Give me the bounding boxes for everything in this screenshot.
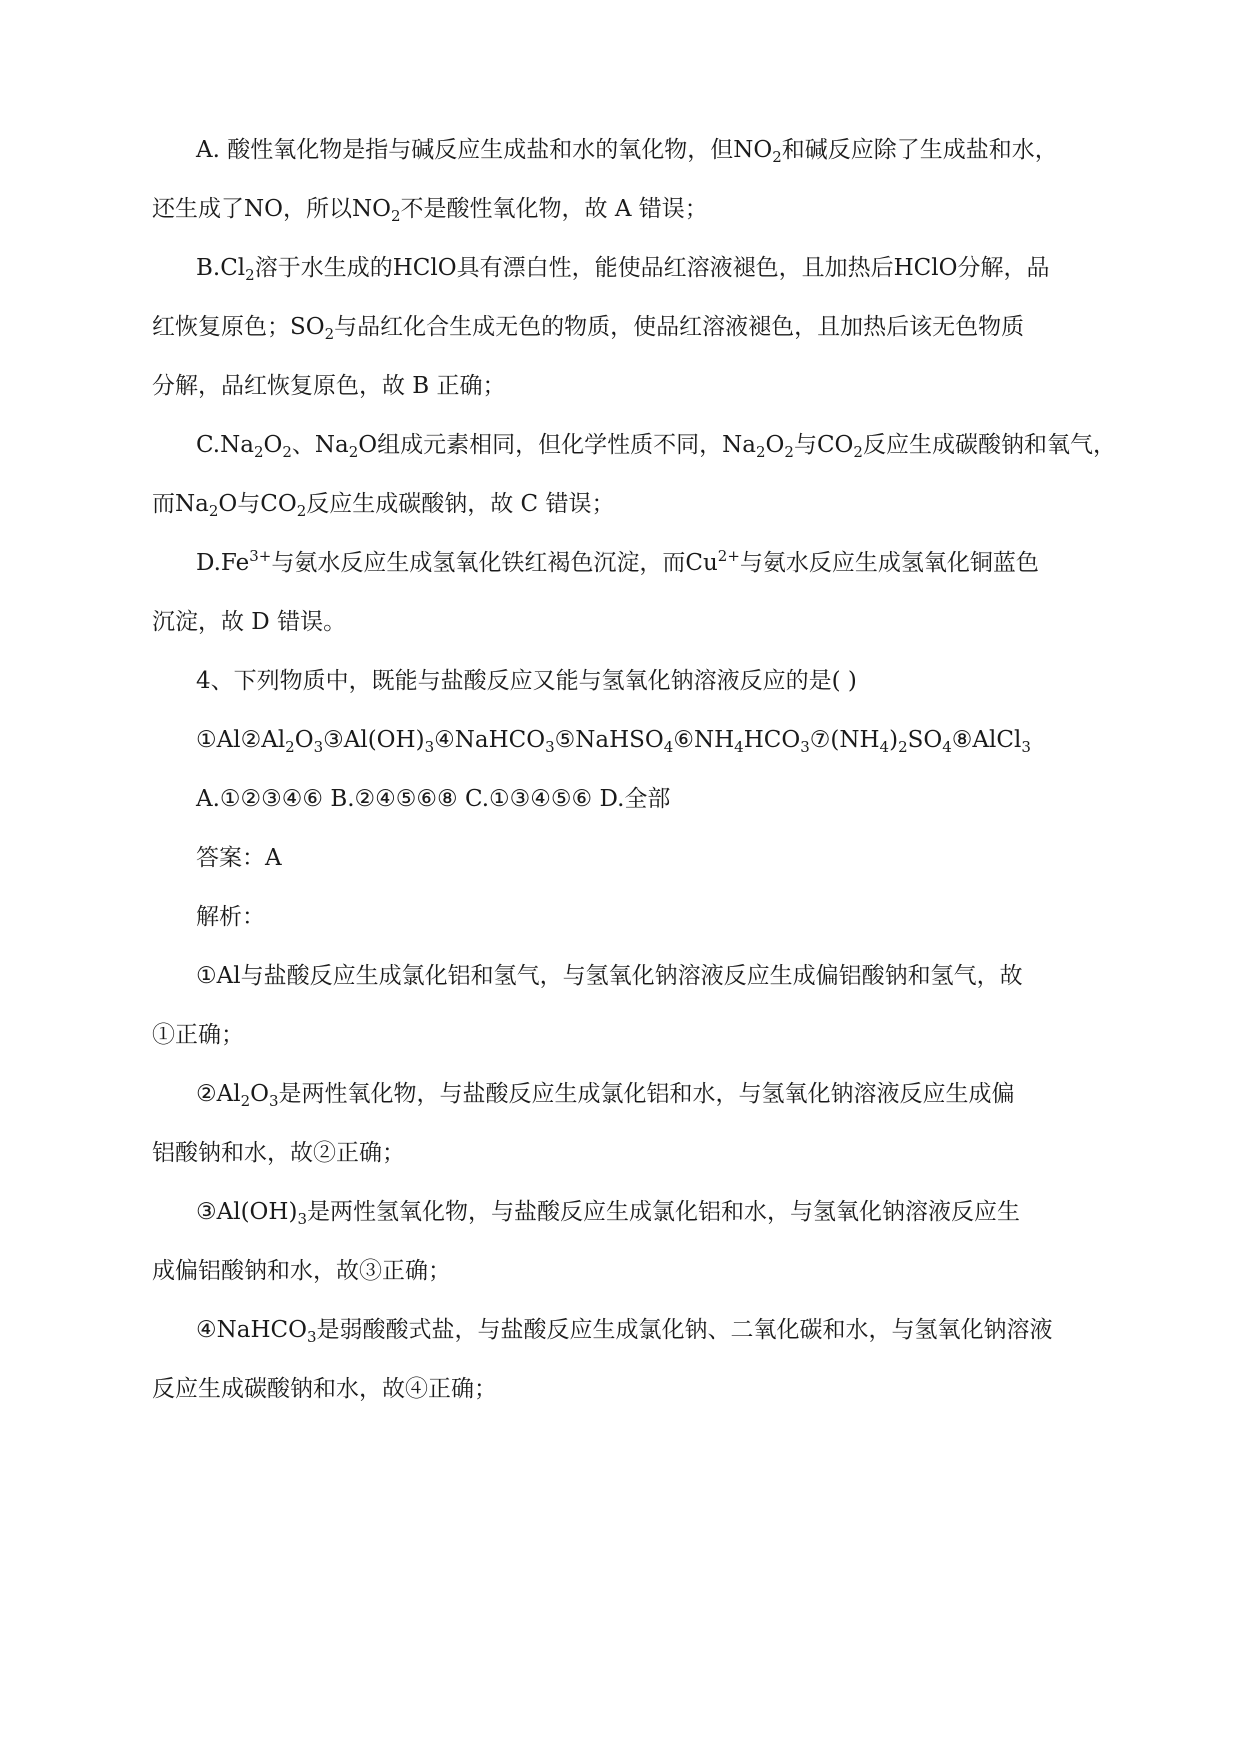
paragraph-line	[0, 370, 1241, 402]
text-run: 沉淀，故 D 错误。	[152, 609, 347, 635]
text-run: C.Na	[196, 432, 254, 458]
paragraph-line	[0, 1019, 1241, 1051]
text-run: ⑦(NH	[809, 727, 880, 753]
text-run: 解析：	[196, 904, 265, 930]
paragraph-line	[0, 1196, 1241, 1228]
subscript: 4	[942, 738, 952, 756]
text-run: A. 酸性氧化物是指与碱反应生成盐和水的氧化物，但NO	[196, 137, 773, 163]
text-run: ⑥NH	[673, 727, 735, 753]
text-run: 而Na	[152, 491, 209, 517]
paragraph-line	[0, 193, 1241, 225]
subscript: 3	[269, 1092, 279, 1110]
subscript: 2	[208, 502, 219, 520]
paragraph-line	[0, 547, 1241, 579]
answer-choices-line	[0, 783, 1241, 815]
text-run: 成偏铝酸钠和水，故③正确；	[152, 1258, 451, 1284]
text-run: 、Na	[291, 432, 349, 458]
answer-line	[0, 842, 1241, 874]
subscript: 2	[285, 738, 295, 756]
text-run: 答案：A	[196, 845, 282, 871]
subscript: 2	[282, 443, 292, 461]
text-run: 红恢复原色；SO	[152, 314, 325, 340]
subscript: 2	[324, 325, 335, 343]
paragraph-line	[0, 488, 1241, 520]
text-run: 反应生成碳酸钠和氧气，	[862, 432, 1116, 458]
subscript: 4	[879, 738, 890, 756]
text-run: O	[765, 432, 785, 458]
text-run: 和碱反应除了生成盐和水，	[781, 137, 1058, 163]
subscript: 2	[784, 443, 794, 461]
text-run: ⑧AlCl	[951, 727, 1022, 753]
text-run: ④NaHCO	[434, 727, 546, 753]
subscript: 3	[424, 738, 435, 756]
paragraph-line	[0, 429, 1241, 461]
text-run: 与氨水反应生成氢氧化铜蓝色	[739, 550, 1039, 576]
text-run: HCO	[743, 727, 801, 753]
superscript: 2+	[717, 547, 740, 565]
subscript: 4	[663, 738, 674, 756]
subscript: 2	[898, 738, 908, 756]
text-run: O组成元素相同，但化学性质不同，Na	[358, 432, 756, 458]
text-run: 4、下列物质中，既能与盐酸反应又能与氢氧化钠溶液反应的是( )	[196, 668, 857, 694]
text-run: ①正确；	[152, 1022, 244, 1048]
text-run: SO	[907, 727, 943, 753]
text-run: 与品红化合生成无色的物质，使品红溶液褪色，且加热后该无色物质	[334, 314, 1025, 340]
paragraph-line	[0, 1255, 1241, 1287]
text-run: ②Al	[196, 1081, 241, 1107]
subscript: 3	[306, 1328, 317, 1346]
text-run: 反应生成碳酸钠，故 C 错误；	[306, 491, 615, 517]
paragraph-line	[0, 134, 1241, 166]
text-run: 还生成了NO，所以NO	[152, 196, 391, 222]
text-run: 是两性氧化物，与盐酸反应生成氯化铝和水，与氢氧化钠溶液反应生成偏	[278, 1081, 1015, 1107]
subscript: 3	[1021, 738, 1031, 756]
text-run: ①Al②Al	[196, 727, 286, 753]
text-run: A.①②③④⑥ B.②④⑤⑥⑧ C.①③④⑤⑥ D.全部	[196, 786, 671, 812]
text-run: D.Fe	[196, 550, 250, 576]
question-line	[0, 665, 1241, 697]
text-run: 分解，品红恢复原色，故 B 正确；	[152, 373, 506, 399]
text-run: 铝酸钠和水，故②正确；	[152, 1140, 405, 1166]
subscript: 2	[240, 1092, 251, 1110]
subscript: 2	[390, 207, 401, 225]
paragraph-line	[0, 960, 1241, 992]
paragraph-line	[0, 1373, 1241, 1405]
subscript: 2	[853, 443, 863, 461]
text-run: 反应生成碳酸钠和水，故④正确；	[152, 1376, 497, 1402]
subscript: 4	[734, 738, 744, 756]
paragraph-line	[0, 311, 1241, 343]
text-run: O	[263, 432, 283, 458]
subscript: 2	[253, 443, 264, 461]
subscript: 3	[313, 738, 324, 756]
text-run: ⑤NaHSO	[554, 727, 664, 753]
text-run: 与氨水反应生成氢氧化铁红褐色沉淀，而Cu	[271, 550, 718, 576]
text-run: O与CO	[218, 491, 297, 517]
text-run: ①Al与盐酸反应生成氯化铝和氢气，与氢氧化钠溶液反应生成偏铝酸钠和氢气，故	[196, 963, 1023, 989]
text-run: ③Al(OH)	[196, 1199, 298, 1225]
subscript: 3	[297, 1210, 307, 1228]
text-run: ③Al(OH)	[323, 727, 425, 753]
text-run: 与CO	[793, 432, 854, 458]
options-formulas-line	[0, 724, 1241, 756]
text-run: B.Cl	[196, 255, 246, 281]
text-run: O	[250, 1081, 269, 1107]
text-run: 是弱酸酸式盐，与盐酸反应生成氯化钠、二氧化碳和水，与氢氧化钠溶液	[316, 1317, 1053, 1343]
text-run: ④NaHCO	[196, 1317, 307, 1343]
subscript: 2	[245, 266, 255, 284]
text-run: 是两性氢氧化物，与盐酸反应生成氯化铝和水，与氢氧化钠溶液反应生	[307, 1199, 1020, 1225]
analysis-label	[0, 901, 1241, 933]
paragraph-line	[0, 1137, 1241, 1169]
subscript: 3	[545, 738, 555, 756]
subscript: 3	[800, 738, 810, 756]
text-run: O	[294, 727, 314, 753]
subscript: 2	[755, 443, 766, 461]
paragraph-line	[0, 1078, 1241, 1110]
subscript: 2	[772, 148, 782, 166]
text-run: 溶于水生成的HClO具有漂白性，能使品红溶液褪色，且加热后HClO分解，品	[254, 255, 1050, 281]
text-run: )	[889, 727, 899, 753]
paragraph-line	[0, 606, 1241, 638]
subscript: 2	[296, 502, 307, 520]
paragraph-line	[0, 1314, 1241, 1346]
superscript: 3+	[249, 547, 272, 565]
subscript: 2	[348, 443, 359, 461]
text-run: 不是酸性氧化物，故 A 错误；	[400, 196, 708, 222]
paragraph-line	[0, 252, 1241, 284]
